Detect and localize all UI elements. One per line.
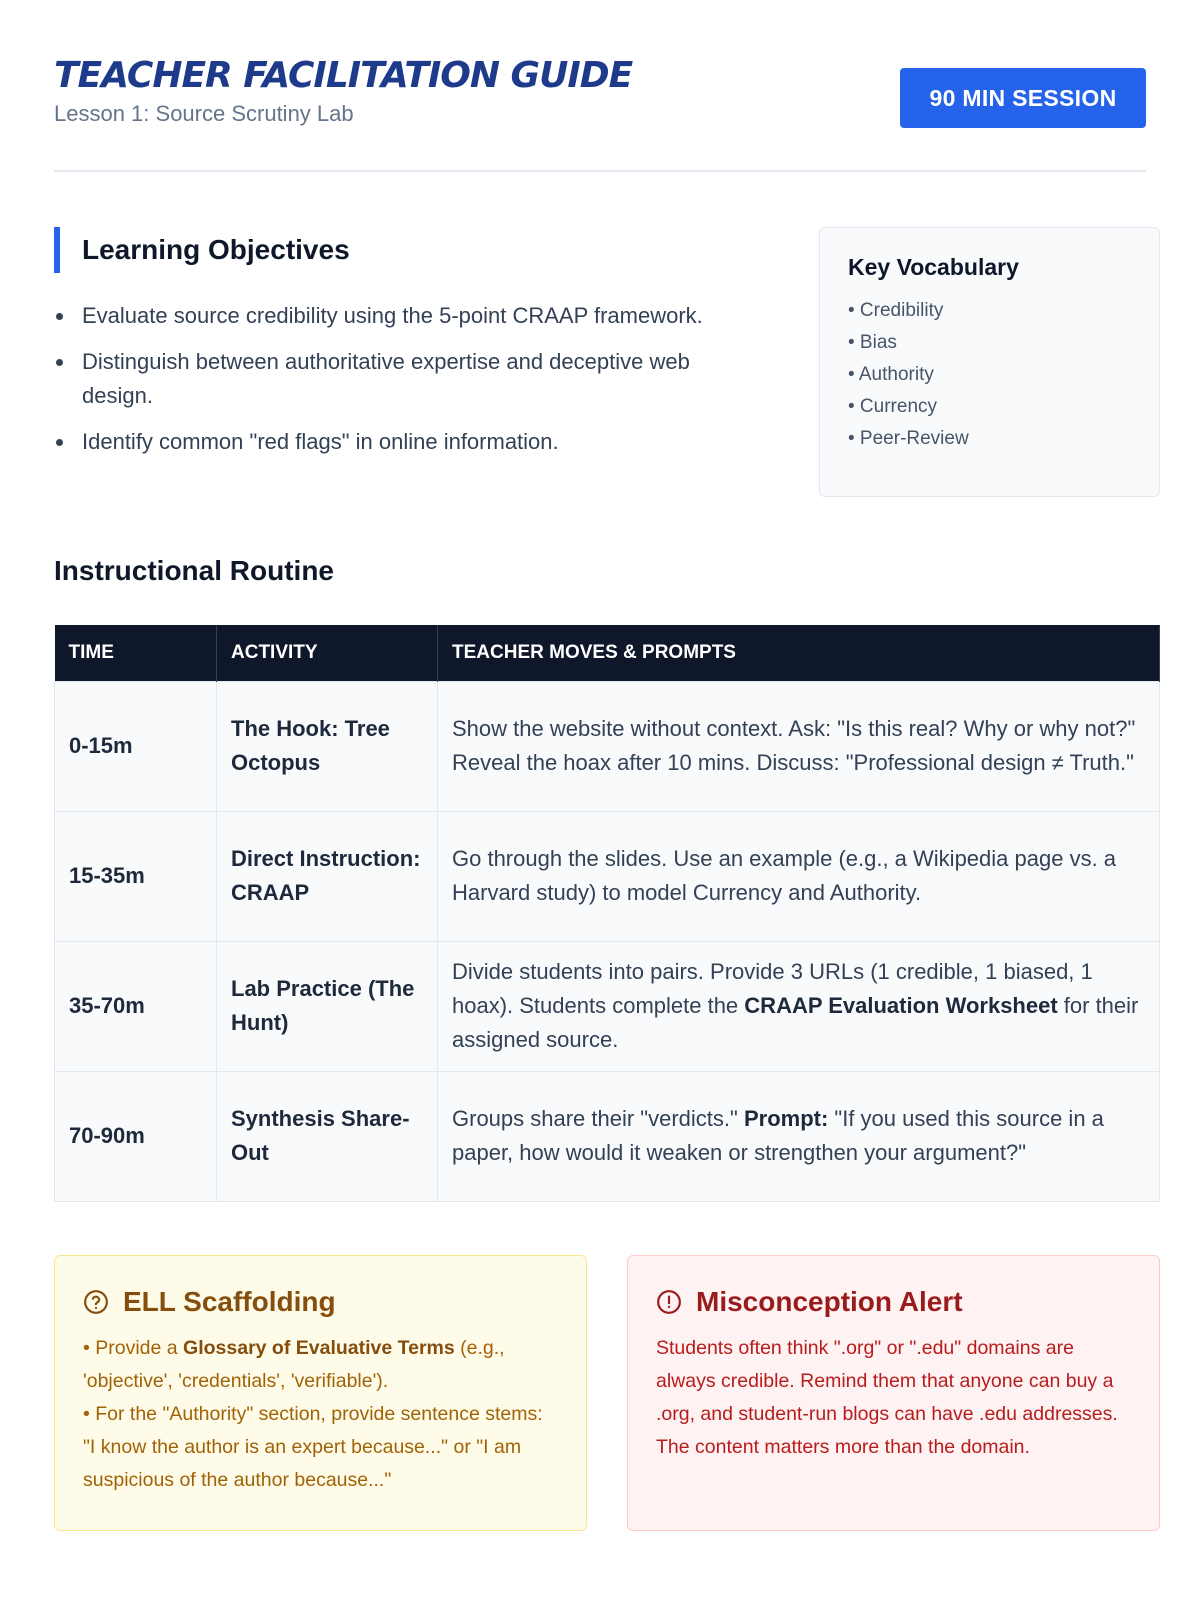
cell-time: 35-70m	[55, 941, 217, 1071]
objective-item: Distinguish between authoritative expertise and deceptive web design.	[54, 345, 754, 413]
worksheet-name: CRAAP Evaluation Worksheet	[744, 993, 1058, 1018]
ell-title: ELL Scaffolding	[123, 1286, 336, 1317]
objectives-list	[54, 299, 754, 459]
header-activity: ACTIVITY	[217, 625, 438, 681]
page-header	[54, 54, 1146, 172]
table-row	[55, 941, 1160, 1071]
alert-title: Misconception Alert	[696, 1286, 963, 1317]
session-badge: 90 MIN SESSION	[900, 68, 1146, 128]
routine-title: Instructional Routine	[54, 555, 334, 586]
objective-item: Identify common "red flags" in online information.	[54, 425, 754, 459]
ell-scaffolding-card	[54, 1255, 587, 1531]
vocab-item: • Peer-Review	[848, 428, 969, 449]
alert-heading	[656, 1286, 1131, 1318]
lesson-subtitle: Lesson 1: Source Scrutiny Lab	[54, 101, 354, 127]
moves-text: "If you used this source in a paper, how would it weaken or strengthen your argument?"	[452, 1106, 1104, 1165]
ell-line	[83, 1332, 558, 1398]
vocab-item: • Currency	[848, 396, 938, 417]
page-title: TEACHER FACILITATION GUIDE	[54, 55, 633, 96]
cell-moves: Show the website without context. Ask: "Is this real? Why or why not?" Reveal the hoax after 10 mins. Discuss: "Professional design ≠ Truth."	[438, 681, 1160, 811]
objectives-title: Learning Objectives	[82, 234, 350, 265]
cell-moves	[438, 941, 1160, 1071]
ell-line: • For the "Authority" section, provide sentence stems: "I know the author is an expert because..." or "I am suspicious of the author because..."	[83, 1403, 543, 1491]
objective-item: Evaluate source credibility using the 5-point CRAAP framework.	[54, 299, 754, 333]
objectives-heading	[54, 227, 754, 273]
header-moves: TEACHER MOVES & PROMPTS	[438, 625, 1160, 681]
cell-activity: Synthesis Share-Out	[217, 1071, 438, 1201]
cell-activity: Lab Practice (The Hunt)	[217, 941, 438, 1071]
vocabulary-list	[848, 295, 1131, 455]
table-row	[55, 681, 1160, 811]
learning-objectives-section	[54, 227, 754, 471]
accent-bar	[54, 227, 60, 273]
cell-activity: Direct Instruction: CRAAP	[217, 811, 438, 941]
moves-text: Divide students into pairs. Provide 3 URLs (1 credible, 1 biased, 1 hoax). Students complete the	[452, 959, 1093, 1018]
ell-body	[83, 1332, 558, 1497]
routine-table	[54, 625, 1160, 1202]
alert-body: Students often think ".org" or ".edu" domains are always credible. Remind them that anyone can buy a .org, and student-run blogs can have .edu addresses. The content matters more than the domain.	[656, 1337, 1118, 1458]
key-vocabulary-card	[819, 227, 1160, 497]
prompt-label: Prompt:	[743, 1106, 829, 1131]
misconception-alert-card	[627, 1255, 1160, 1531]
vocab-item: • Credibility	[848, 300, 944, 321]
cell-time: 70-90m	[55, 1071, 217, 1201]
vocabulary-title: Key Vocabulary	[848, 254, 1019, 280]
header-time: TIME	[55, 625, 217, 681]
vocab-item: • Bias	[848, 332, 897, 353]
moves-text: Groups share their "verdicts."	[452, 1106, 744, 1131]
ell-text: (e.g., 'objective', 'credentials', 'verifiable').	[83, 1337, 505, 1392]
ell-text: • Provide a	[83, 1337, 184, 1359]
glossary-term: Glossary of Evaluative Terms	[183, 1337, 455, 1359]
ell-heading	[83, 1286, 558, 1318]
cell-time: 15-35m	[55, 811, 217, 941]
cell-moves: Go through the slides. Use an example (e.g., a Wikipedia page vs. a Harvard study) to model Currency and Authority.	[438, 811, 1160, 941]
table-row	[55, 1071, 1160, 1201]
cell-moves	[438, 1071, 1160, 1201]
cell-time: 0-15m	[55, 681, 217, 811]
alert-circle-icon	[656, 1289, 682, 1315]
question-circle-icon	[83, 1289, 109, 1315]
cell-activity: The Hook: Tree Octopus	[217, 681, 438, 811]
vocab-item: • Authority	[848, 364, 934, 385]
table-header-row	[55, 625, 1160, 681]
table-row	[55, 811, 1160, 941]
moves-text: for their assigned source.	[452, 993, 1139, 1052]
